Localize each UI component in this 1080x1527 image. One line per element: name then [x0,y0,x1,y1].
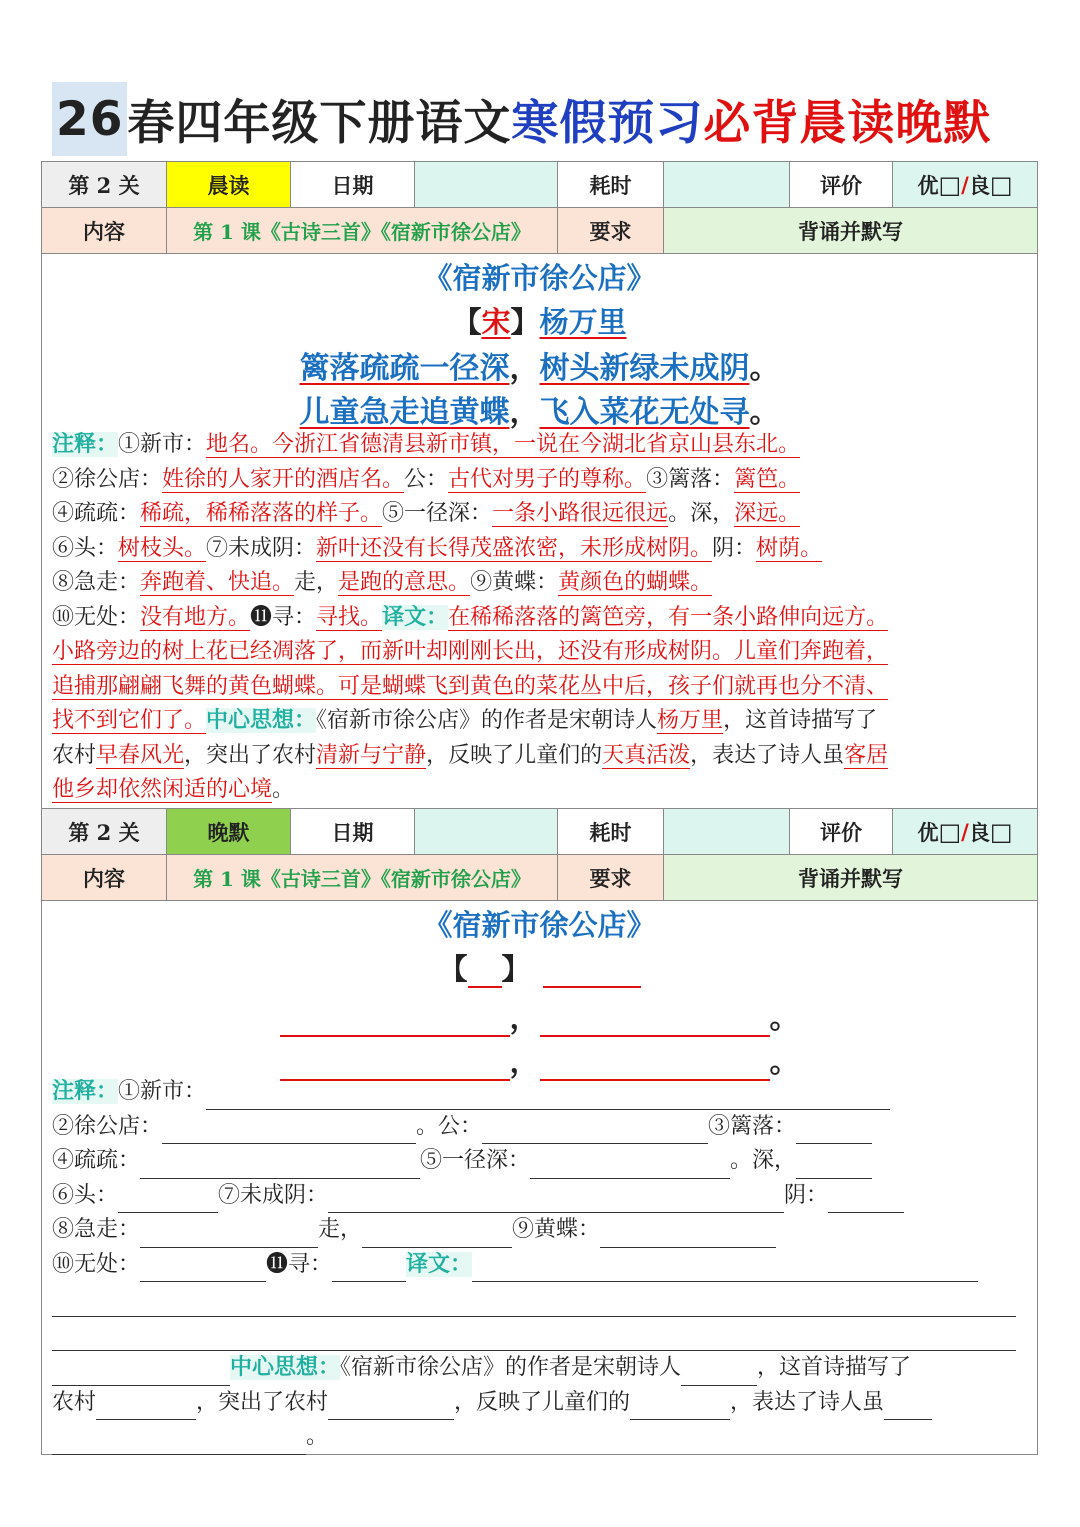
note-line-5 [52,1213,1022,1248]
idea-text: ，反映了儿童们的 [454,1389,631,1415]
note-answer: 深远。 [734,501,801,526]
eval-options [893,809,1037,854]
note-answer: 是跑的意思。 [338,570,471,595]
idea-blank[interactable] [884,1395,932,1420]
note-line-2 [52,1110,1022,1145]
title-number: 26 [52,82,127,156]
date-label: 日期 [291,162,415,207]
content-value: 第 1 课《古诗三首》《宿新市徐公店》 [167,855,558,900]
translation-label: 译文： [382,604,449,630]
answer-blank[interactable] [332,1257,406,1282]
idea-answer: 他乡却依然闲适的心境 [52,777,273,802]
comma: ， [509,395,540,430]
note-term: ①新市： [118,1079,207,1104]
idea-label: 中心思想： [206,708,317,733]
note-answer: 地名。今浙江省德清县新市镇，一说在今湖北省京山县东北。 [206,432,801,457]
bracket-open: 【 [438,952,468,986]
note-line-11 [52,773,1022,808]
eval-ok: 良 [968,819,990,845]
note-term: 阴： [712,535,757,561]
note-answer: 树枝头。 [118,535,207,561]
note-term: ⑧急走： [52,1217,141,1242]
title-part2: 寒假预习 [511,95,704,151]
info-row [42,809,1037,855]
note-answer: 树荫。 [756,535,823,561]
answer-blank[interactable] [362,1223,512,1248]
note-term: ⑨黄蝶： [512,1217,601,1242]
note-line-8 [52,670,1022,705]
answer-blank[interactable] [328,1188,784,1213]
bracket-close: 】 [510,305,540,339]
date-field[interactable] [415,162,558,207]
note-line-1 [52,428,1022,463]
comma: ， [509,1045,540,1080]
note-term: ⓫寻： [250,604,317,630]
note-term: ④疏疏： [52,1148,141,1173]
title-part1: 春四年级下册语文 [127,95,512,151]
answer-blank[interactable] [796,1154,872,1179]
poem-line-1 [42,343,1037,387]
time-label: 耗时 [558,809,664,854]
note-answer: 稀疏，稀稀落落的样子。 [140,501,383,526]
answer-blank[interactable] [162,1119,416,1144]
idea-answer: 早春风光 [96,742,185,768]
note-answer: 没有地方。 [140,604,251,630]
content-value: 第 1 课《古诗三首》《宿新市徐公店》 [167,208,558,253]
note-term: ⑦未成阴： [206,535,317,561]
comma: ， [509,351,540,386]
idea-text: ，表达了诗人虽 [690,742,845,768]
level-cell: 第 2 关 [42,162,167,207]
period: 。 [749,395,780,430]
note-line-10 [52,739,1022,774]
translation-label: 译文： [406,1251,473,1277]
notes-block [52,428,1022,808]
note-term: 公： [438,1113,483,1139]
idea-text: ，这首诗描写了 [723,708,878,733]
req-label: 要求 [558,208,664,253]
idea-answer: 客居 [844,742,889,768]
mode-cell: 晨读 [167,162,291,207]
mode-cell: 晚默 [167,809,291,854]
period: 。 [769,1001,800,1036]
translation-blank[interactable] [52,1361,230,1386]
translation-blank[interactable] [472,1257,978,1282]
poem-title: 《宿新市徐公店》 [423,261,656,295]
note-line-2 [52,463,1022,498]
dynasty: 宋 [481,305,511,339]
note-term: ⑨黄蝶： [470,570,559,595]
req-value: 背诵并默写 [664,855,1037,900]
idea-text: ，表达了诗人虽 [730,1389,885,1415]
note-answer: 姓徐的人家开的酒店名。 [162,466,405,492]
note-term: ③篱落： [708,1113,797,1139]
time-field[interactable] [664,162,790,207]
eval-label: 评价 [790,162,893,207]
idea-text: 农村 [52,742,97,768]
time-field[interactable] [664,809,790,854]
line1a: 篱落疏疏一径深 [299,351,510,386]
answer-blank[interactable] [600,1223,776,1248]
line-blank[interactable] [280,1009,510,1037]
note-term: 走， [318,1217,363,1242]
info-row [42,162,1037,208]
note-term: 。深， [668,501,735,526]
note-term: ⑥头： [52,1182,119,1208]
note-answer: 新叶还没有长得茂盛浓密，未形成树阴。 [316,535,713,561]
answer-blank[interactable] [118,1188,218,1213]
note-term: ⑥头： [52,535,119,561]
line2a: 儿童急走追黄蝶 [299,395,510,430]
note-term: ③篱落： [646,466,735,492]
answer-blank[interactable] [140,1154,420,1179]
translation-text: 小路旁边的树上花已经凋落了，而新叶却刚刚长出，还没有形成树阴。儿童们奔跑着， [52,639,889,664]
note-label: 注释： [52,432,119,457]
page-title [52,82,991,156]
comma: ， [509,1001,540,1036]
idea-text: 《宿新市徐公店》的作者是宋朝诗人 [340,1355,682,1380]
note-term: ⑦未成阴： [218,1182,329,1208]
note-line-7 [52,1282,1022,1317]
answer-blank[interactable] [482,1119,708,1144]
note-term: 走， [294,570,339,595]
answer-blank[interactable] [796,1119,872,1144]
idea-blank[interactable] [681,1361,757,1386]
note-term: ④疏疏： [52,501,141,526]
bracket-open: 【 [452,305,482,339]
content-label: 内容 [42,855,167,900]
note-term: ②徐公店： [52,1113,163,1139]
eval-slash: / [961,172,969,197]
note-answer: 黄颜色的蝴蝶。 [558,570,713,595]
note-term: 阴： [784,1182,829,1208]
checkbox-ok[interactable]: □ [989,817,1013,846]
note-answer: 古代对男子的尊称。 [448,466,647,492]
answer-blank[interactable] [140,1223,318,1248]
poem-title: 《宿新市徐公店》 [423,908,656,942]
note-line-4 [52,532,1022,567]
note-line-4 [52,1179,1022,1214]
checkbox-good[interactable]: □ [938,817,962,846]
idea-blank[interactable] [630,1395,730,1420]
author: 杨万里 [539,305,627,339]
note-answer: 篱笆。 [734,466,801,492]
note-line-6 [52,601,1022,636]
content-row [42,208,1037,254]
note-label: 注释： [52,1079,119,1104]
note-term: ⑩无处： [52,604,141,630]
eval-good: 优 [917,172,939,198]
answer-blank[interactable] [828,1188,904,1213]
note-answer: 寻找。 [316,604,383,630]
idea-blank[interactable] [328,1395,454,1420]
date-label: 日期 [291,809,415,854]
translation-blank[interactable] [52,1326,1016,1351]
note-term: 。深， [730,1148,797,1173]
idea-answer: 天真活泼 [602,742,691,768]
checkbox-good[interactable]: □ [938,170,962,199]
period: 。 [749,351,780,386]
evening-sheet [41,808,1038,1455]
note-term: ⑩无处： [52,1251,141,1277]
answer-blank[interactable] [140,1257,266,1282]
note-answer: 奔跑着、快追。 [140,570,295,595]
content-row [42,855,1037,901]
idea-text: 。 [272,777,295,802]
line1b: 树头新绿未成阴 [539,351,750,386]
eval-options [893,162,1037,207]
date-field[interactable] [415,809,558,854]
req-value: 背诵并默写 [664,208,1037,253]
eval-slash: / [961,819,969,844]
note-line-3 [52,1144,1022,1179]
idea-blank[interactable] [52,1430,306,1455]
note-term: ①新市： [118,432,207,457]
dot: 。 [416,1113,439,1139]
note-line-1 [52,1075,1022,1110]
dynasty-blank[interactable] [468,960,502,988]
title-part3: 必背晨读晚默 [703,95,992,151]
idea-answer: 清新与宁静 [316,742,427,768]
notes-blank-block [52,1075,1022,1455]
req-label: 要求 [558,855,664,900]
note-term: ②徐公店： [52,466,163,492]
eval-label: 评价 [790,809,893,854]
note-line-11 [52,1420,1022,1455]
note-line-8 [52,1317,1022,1352]
note-term: 公： [404,466,449,492]
author-blank-line [42,947,1037,988]
poem-author-line [42,300,1037,341]
morning-sheet [41,161,1038,809]
note-line-7 [52,635,1022,670]
idea-text: ，反映了儿童们的 [426,742,603,768]
level-cell: 第 2 关 [42,809,167,854]
note-term: ⑤一径深： [382,501,493,526]
note-term: ⑧急走： [52,570,141,595]
note-line-10 [52,1386,1022,1421]
idea-answer: 杨万里 [657,708,724,733]
line-blank[interactable] [540,1009,770,1037]
note-line-5 [52,566,1022,601]
translation-text: 找不到它们了。 [52,708,207,733]
line2b: 飞入菜花无处寻 [539,395,750,430]
idea-label: 中心思想： [230,1355,341,1380]
idea-blank[interactable] [96,1395,196,1420]
translation-text: 追捕那翩翩飞舞的黄色蝴蝶。可是蝴蝶飞到黄色的菜花丛中后，孩子们就再也分不清、 [52,673,889,699]
note-line-3 [52,497,1022,532]
author-blank[interactable] [543,960,641,988]
note-answer: 一条小路很远很远 [492,501,669,526]
poem-line-2 [42,387,1037,431]
translation-blank[interactable] [52,1292,1016,1317]
idea-text: 《宿新市徐公店》的作者是宋朝诗人 [316,708,658,733]
poem-blank-line-1 [42,993,1037,1037]
idea-text: ，这首诗描写了 [757,1355,912,1380]
note-line-9 [52,704,1022,739]
answer-blank[interactable] [206,1085,890,1110]
idea-text: ，突出了农村 [196,1389,329,1415]
note-term: ⑤一径深： [420,1148,531,1173]
note-line-6 [52,1248,1022,1283]
period: 。 [769,1045,800,1080]
time-label: 耗时 [558,162,664,207]
note-term: ⓫寻： [266,1251,333,1277]
checkbox-ok[interactable]: □ [989,170,1013,199]
content-label: 内容 [42,208,167,253]
translation-text: 在稀稀落落的篱笆旁，有一条小路伸向远方。 [448,604,889,630]
eval-ok: 良 [968,172,990,198]
idea-text: ，突出了农村 [184,742,317,768]
answer-blank[interactable] [530,1154,730,1179]
idea-text: 农村 [52,1389,97,1415]
bracket-close: 】 [501,952,531,986]
eval-good: 优 [917,819,939,845]
note-line-9 [52,1351,1022,1386]
idea-text: 。 [306,1424,329,1449]
